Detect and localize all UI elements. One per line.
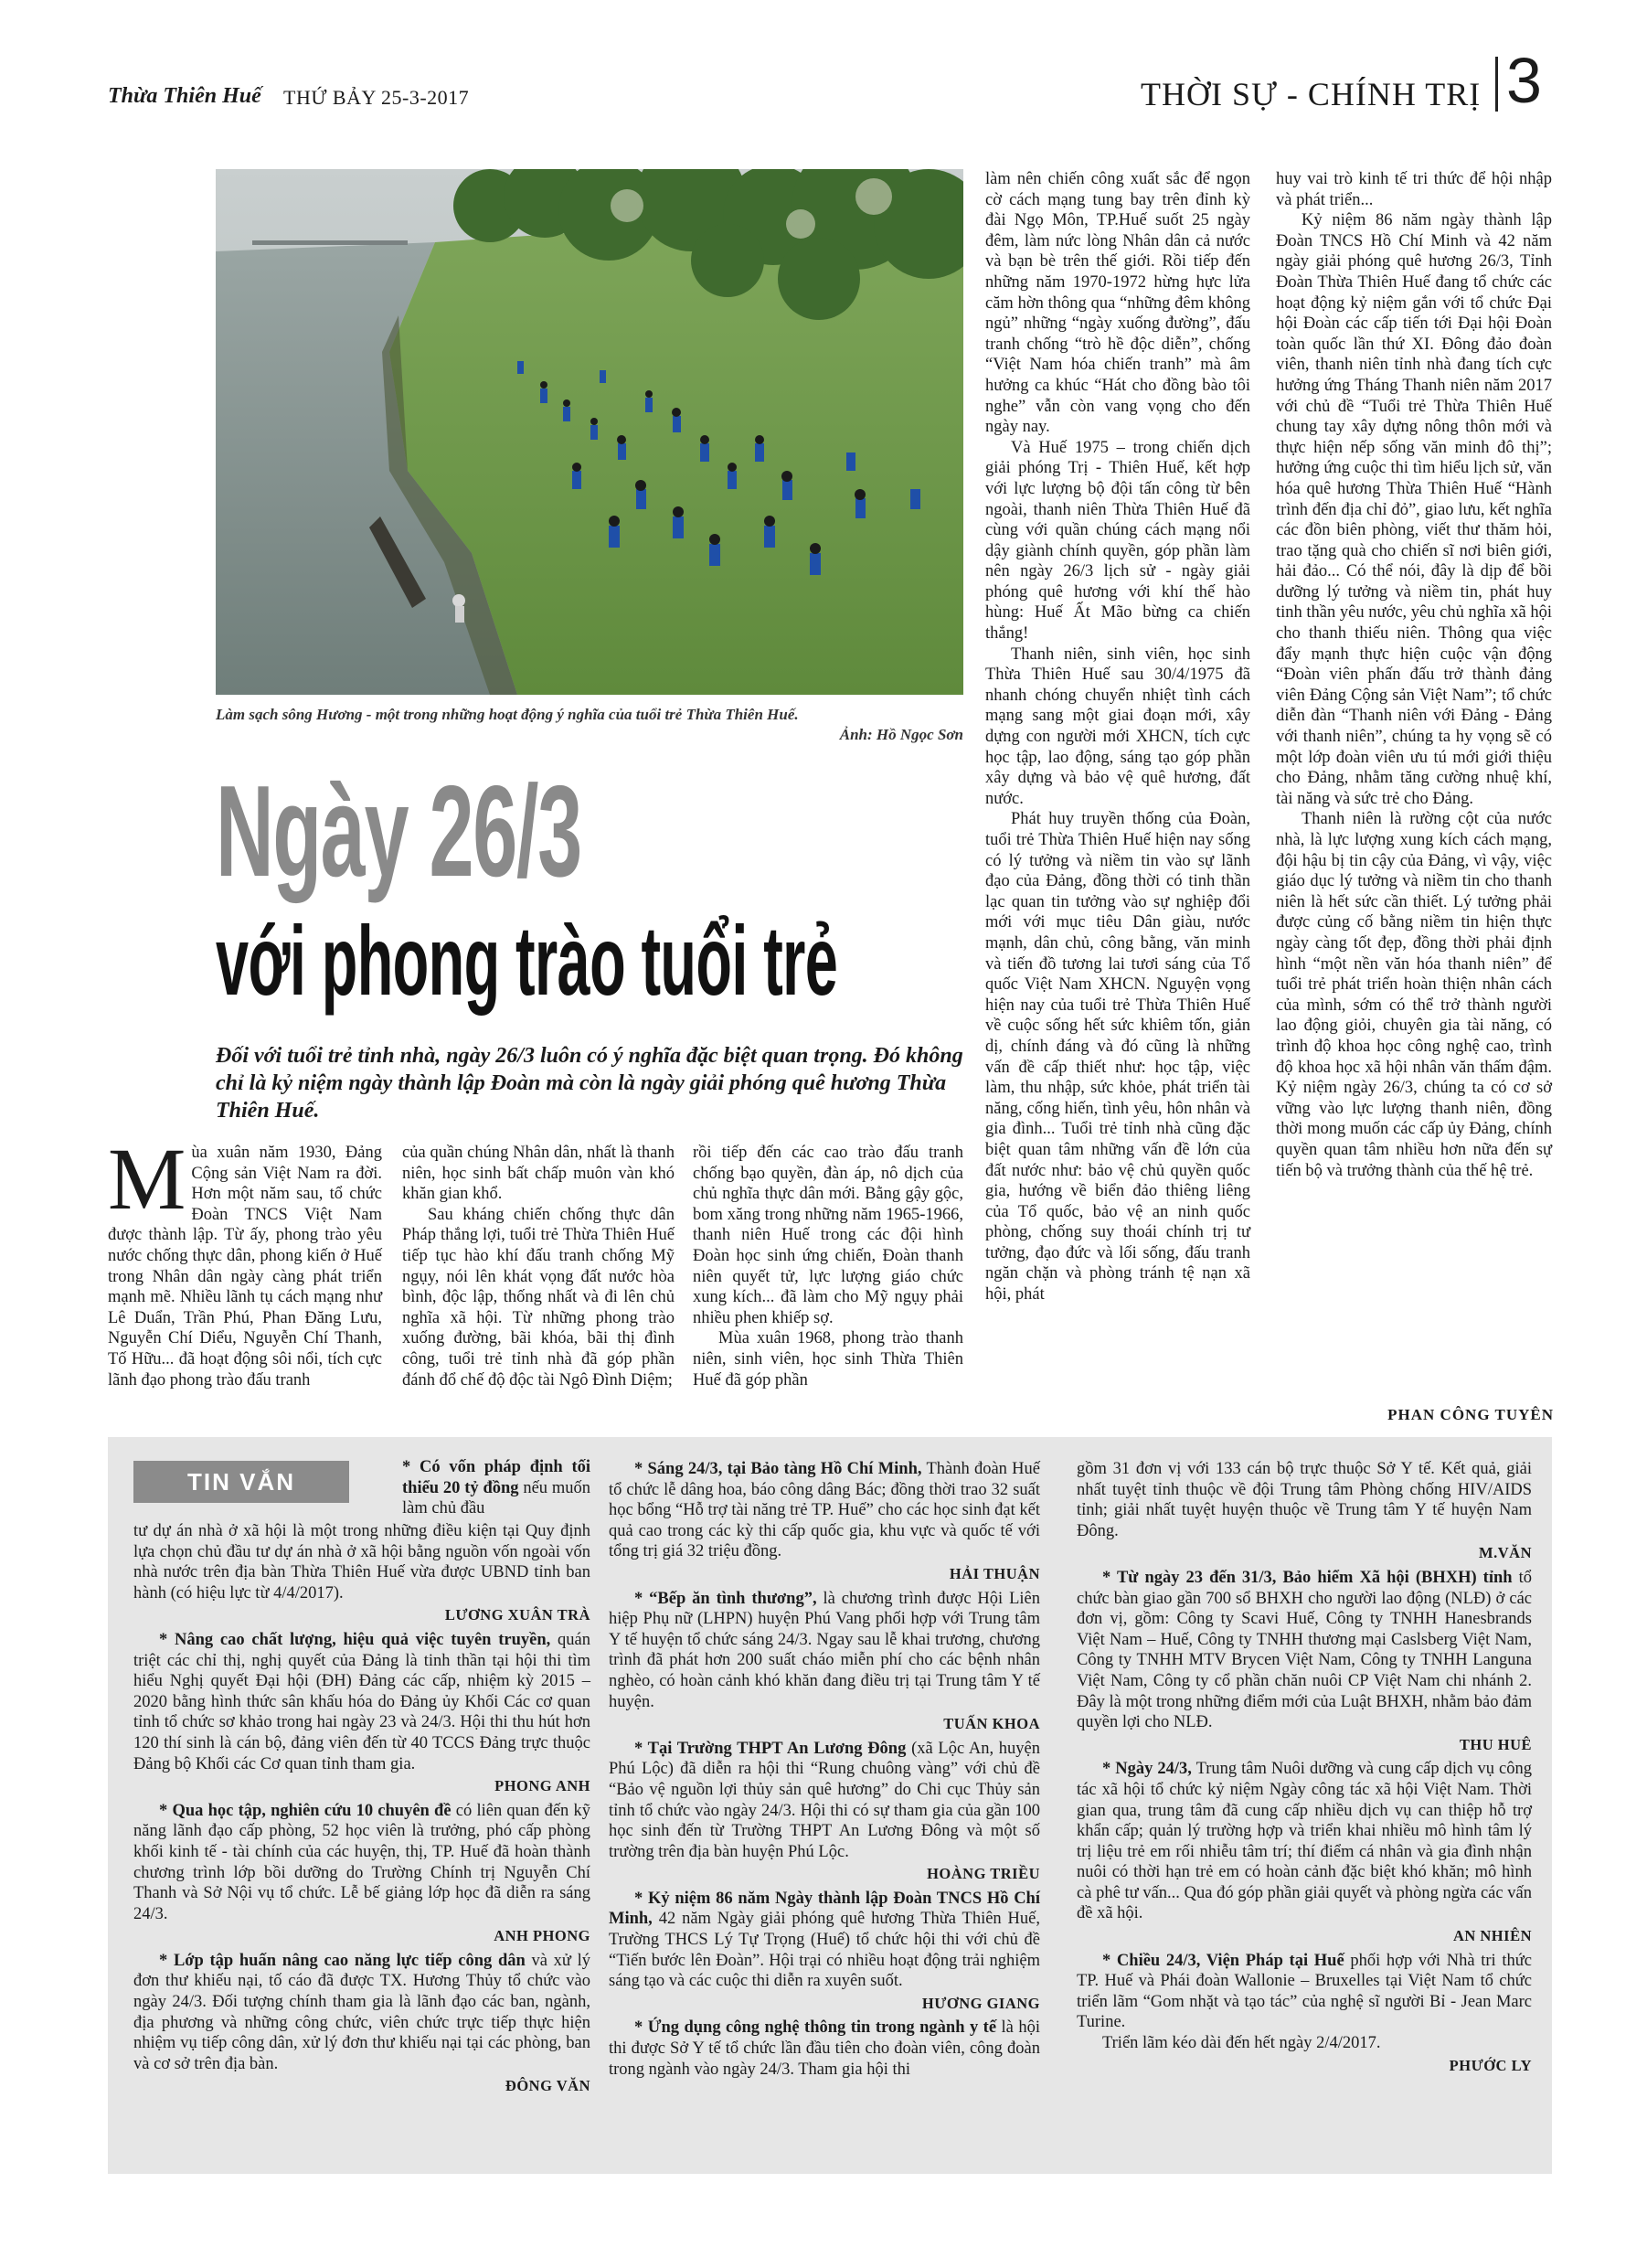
brief-text: là chương trình được Hội Liên hiệp Phụ nữ (LHPN) huyện Phú Vang phối hợp với Trung tâm Y tế huyện tổ chức sáng 24/3. Ngay sau lễ khai trương, chương trình đã phát hơn 200 suất cháo miễn phí cho các bệnh nhân nghèo, có hoàn cảnh khó khăn đang điều trị tại Trung tâm Y tế huyện. — [609, 1589, 1040, 1711]
brief-signature: ANH PHONG — [494, 1927, 590, 1945]
paragraph: Thanh niên, sinh viên, học sinh Thừa Thiên Huế sau 30/4/1975 đã nhanh chóng chuyển nhiệt tình cách mạng sang một giai đoạn mới, xây dựng con người mới XHCN, tích cực học tập, lao động, sáng tạo góp phần xây dựng và bảo vệ quê hương, đất nước. — [985, 644, 1250, 808]
brief-title: * Từ ngày 23 đến 31/3, Bảo hiểm Xã hội (BHXH) tỉnh — [1102, 1568, 1513, 1587]
photo-credit: Ảnh: Hồ Ngọc Sơn — [839, 726, 963, 743]
brief-signature: HẢI THUẬN — [949, 1564, 1040, 1582]
brief-text: tổ chức bàn giao gần 700 sổ BHXH cho người lao động (NLĐ) ở các đơn vị, gồm: Công ty Scavi Huế, Công ty TNHH Hanesbrands Việt Nam – Huế, Công ty TNHH thương mại Caslsberg Việt Nam, Công ty TNHH MTV Brycen Việt Nam, Công ty TNHH Languna Việt Nam, Công ty cổ phần chăn nuôi CP Việt Nam chi nhánh 2. Đây là một trong những điểm mới của Luật BHXH, nhằm bảo đảm quyền lợi cho NLĐ. — [1077, 1568, 1532, 1732]
paragraph: ùa xuân năm 1930, Đảng Cộng sản Việt Nam ra đời. Hơn một năm sau, tổ chức Đoàn TNCS Việt Nam được thành lập. Từ ấy, phong trào yêu nước chống thực dân, phong kiến ở Huế trong Nhân dân ngày càng phát triển mạnh mẽ. Nhiều lãnh tụ cách mạng như Lê Duẩn, Trần Phú, Phan Đăng Lưu, Nguyễn Chí Diểu, Nguyễn Chí Thanh, Tố Hữu... đã hoạt động sôi nổi, tích cực lãnh đạo phong trào đấu tranh — [108, 1144, 382, 1390]
briefs-column-2 — [609, 1459, 1040, 2080]
section-title: THỜI SỰ - CHÍNH TRỊ — [1141, 76, 1482, 112]
dropcap: M — [108, 1130, 186, 1228]
brief-signature: ĐÔNG VĂN — [505, 2077, 590, 2095]
brief-text: là hội thi được Sở Y tế tổ chức lần đầu tiên cho đoàn viên, công đoàn trong ngành vào ngày 24/3. Tham gia hội thi — [609, 2018, 1041, 2079]
brief-title: * Chiều 24/3, Viện Pháp tại Huế — [1102, 1951, 1344, 1970]
brief-title: * Ứng dụng công nghệ thông tin trong ngành y tế — [634, 2018, 997, 2038]
news-briefs-label: TIN VẮN — [133, 1461, 349, 1503]
article-column-3 — [693, 1143, 963, 1390]
brief-text: gồm 31 đơn vị với 133 cán bộ trực thuộc Sở Y tế. Kết quả, giải nhất tuyệt tỉnh thuộc về đội Trung tâm Phòng chống HIV/AIDS tỉnh; giải nhất tuyệt huyện thuộc về Trung tâm Y tế huyện Nam Đông. — [1077, 1460, 1532, 1540]
paragraph: Phát huy truyền thống của Đoàn, tuổi trẻ Thừa Thiên Huế hiện nay sống có lý tưởng và niềm tin vào sự lãnh đạo của Đảng, đồng thời có tinh thần lạc quan tin tưởng vào sự nghiệp đổi mới với mục tiêu Dân giàu, nước mạnh, dân chủ, công bằng, văn minh và tiến đồ tương lai tươi sáng của Tổ quốc Việt Nam XHCN. Nguyện vọng hiện nay của tuổi trẻ Thừa Thiên Huế về cuộc sống hết sức khiêm tốn, giản dị, chính đáng và đó cũng là những vấn đề cấp thiết như: học tập, việc làm, thu nhập, sức khỏe, phát triển tài năng, cống hiến, tình yêu, hôn nhân và gia đình... Tuổi trẻ tỉnh nhà cũng đặc biệt quan tâm những vấn đề lớn của đất nước như: bảo vệ chủ quyền quốc gia, hướng về biển đảo thiêng liêng của Tổ quốc, bảo vệ an ninh quốc phòng, chống suy thoái chính trị tư tưởng, đạo đức và lối sống, đấu tranh ngăn chặn và phòng tránh tệ nạn xã hội, phát — [985, 810, 1250, 1304]
brief-signature: HƯƠNG GIANG — [921, 1994, 1040, 2012]
brief-signature: AN NHIÊN — [1452, 1927, 1532, 1945]
issue-date: THỨ BẢY 25-3-2017 — [283, 86, 470, 109]
brief-signature: PHONG ANH — [494, 1777, 590, 1795]
brief-signature: HOÀNG TRIỀU — [927, 1865, 1040, 1883]
brief-text: và xử lý đơn thư khiếu nại, tố cáo đã được TX. Hương Thủy tổ chức vào ngày 24/3. Đối tượng chính tham gia là lãnh đạo các ban, ngành, địa phương và những công chức, viên chức trực tiếp thực hiện nhiệm vụ tiếp công dân, xử lý đơn thư khiếu nại tại các phòng, ban và cơ sở trên địa bàn. — [133, 1951, 591, 2073]
paragraph: rồi tiếp đến các cao trào đấu tranh chống bạo quyền, đàn áp, nô dịch của chủ nghĩa thực dân mới. Bằng gậy gộc, bom xăng trong những năm 1965-1966, thanh niên Huế trong các đội hình Đoàn học sinh ứng chiến, Đoàn thanh niên quyết tử, lực lượng giáo chức xung kích... đã làm cho Mỹ ngụy phải nhiều phen khiếp sợ. — [693, 1144, 963, 1327]
brief-text: (xã Lộc An, huyện Phú Lộc) đã diễn ra hội thi “Rung chuông vàng” với chủ đề “Bảo vệ nguồn lợi thủy sản quê hương” do Chi cục Thủy sản tỉnh tổ chức vào ngày 24/3. Hội thi có sự tham gia của gần 100 học sinh đến từ Trường THPT An Lương Đông và một số trường trên địa bàn huyện Phú Lộc. — [609, 1739, 1041, 1861]
paragraph: Kỷ niệm 86 năm ngày thành lập Đoàn TNCS Hồ Chí Minh và 42 năm ngày giải phóng quê hương 26/3, Tỉnh Đoàn Thừa Thiên Huế đang tổ chức các hoạt động kỷ niệm gắn với tổ chức Đại hội Đoàn các cấp tiến tới Đại hội Đoàn toàn quốc lần thứ XI. Đông đảo đoàn viên, thanh niên tỉnh nhà đang tích cực hưởng ứng Tháng Thanh niên năm 2017 với chủ đề “Tuổi trẻ Thừa Thiên Huế chung tay xây dựng nông thôn mới và thực hiện nếp sống văn minh đô thị”; hưởng ứng cuộc thi tìm hiểu lịch sử, văn hóa quê hương Thừa Thiên Huế “Hành trình đến địa chỉ đỏ”, giao lưu, kết nghĩa các đồn biên phòng, viết thư thăm hỏi, trao tặng quà cho chiến sĩ nơi biên giới, hải đảo... Có thể nói, đây là dịp để bồi dưỡng lý tưởng và niềm tin, phát huy tinh thần yêu nước, yêu chủ nghĩa xã hội cho thanh thiếu niên. Thông qua việc đẩy mạnh thực hiện cuộc vận động “Đoàn viên phấn đấu trở thành đảng viên Đảng Cộng sản Việt Nam”; tổ chức diễn đàn “Thanh niên với Đảng - Đảng với thanh niên”, chúng ta hy vọng sẽ có một lớp đoàn viên ưu tú mới giới thiệu cho Đảng, nhằm tăng cường nhuệ khí, tài năng và sức trẻ cho Đảng. — [1276, 211, 1552, 808]
article-lead: Đối với tuổi trẻ tỉnh nhà, ngày 26/3 luôn có ý nghĩa đặc biệt quan trọng. Đó không chỉ là kỷ niệm ngày thành lập Đoàn mà còn là ngày giải phóng quê hương Thừa Thiên Huế. — [216, 1044, 963, 1123]
brief-title: * Có vốn pháp định tối thiểu 20 tỷ đồng — [402, 1458, 590, 1497]
paragraph: Thanh niên là rường cột của nước nhà, là lực lượng xung kích cách mạng, đội hậu bị tin cậy của Đảng, vì vậy, việc giáo dục lý tưởng và niềm tin cho thanh niên là hết sức cần thiết. Lý tưởng phải được củng cố bằng niềm tin hiện thực ngày càng tốt đẹp, đồng thời phải định hình “một nền văn hóa thanh niên” để tuổi trẻ phát triển hoàn thiện nhân cách của mình, sớm có thể trở thành người lao động giỏi, chuyên gia tài năng, có trình độ khoa học công nghệ cao, trình độ khoa học xã hội nhân văn thấm đậm. Kỷ niệm ngày 26/3, chúng ta có cơ sở vững vào lực lượng thanh niên, đồng thời mong muốn các cấp ủy Đảng, chính quyền quan tâm nhiều hơn nữa đến sự tiến bộ và trưởng thành của thế hệ trẻ. — [1276, 810, 1552, 1180]
brief-text: nếu muốn làm chủ đầu — [402, 1478, 590, 1518]
brief-title: * “Bếp ăn tình thương”, — [634, 1589, 817, 1608]
brief-text: Triển lãm kéo dài đến hết ngày 2/4/2017. — [1102, 2034, 1381, 2053]
paragraph: của quần chúng Nhân dân, nhất là thanh niên, học sinh bất chấp muôn vàn khó khăn gian khổ. — [402, 1144, 675, 1204]
page-number: 3 — [1506, 45, 1542, 116]
brief-signature: LƯƠNG XUÂN TRÀ — [444, 1606, 590, 1624]
article-column-5 — [1276, 169, 1552, 1181]
article-column-1 — [108, 1130, 382, 1390]
article-author: PHAN CÔNG TUYÊN — [1387, 1406, 1554, 1423]
paragraph: huy vai trò kinh tế tri thức để hội nhập và phát triển... — [1276, 170, 1552, 209]
brief-signature: TUẤN KHOA — [943, 1715, 1040, 1733]
headline-line2: với phong trào tuổi trẻ — [216, 905, 838, 1016]
brief-text: phối hợp với Nhà tri thức TP. Huế và Phái đoàn Wallonie – Bruxelles tại Việt Nam tổ chức triển lãm “Gom nhặt và tạo tác” của nghệ sĩ người Bỉ - Jean Marc Turine. — [1077, 1951, 1532, 2032]
brief-1-title-block — [402, 1457, 590, 1519]
brief-title: * Lớp tập huấn nâng cao năng lực tiếp công dân — [159, 1951, 526, 1970]
article-photo — [216, 169, 963, 695]
brief-text: có liên quan đến kỹ năng lãnh đạo cấp phòng, 52 học viên là trưởng, phó cấp phòng khối kinh tế - tài chính của các huyện, thị, TP. Huế đã hoàn thành chương trình lớp bồi dưỡng do Trường Chính trị Nguyễn Chí Thanh và Sở Nội vụ tổ chức. Lễ bế giảng lớp học đã diễn ra sáng 24/3. — [133, 1801, 591, 1923]
newspaper-name: Thừa Thiên Huế — [108, 84, 261, 108]
paragraph: Và Huế 1975 – trong chiến dịch giải phóng Trị - Thiên Huế, kết hợp với lực lượng bộ đội tấn công từ bên ngoài, thanh niên Thừa Thiên Huế đã cùng với quần chúng cách mạng nổi dậy giành chính quyền, góp phần làm nên ngày 26/3 lịch sử - ngày giải phóng quê hương với khí thế hào hùng: Huế Ất Mão bừng ca chiến thắng! — [985, 438, 1250, 644]
brief-text: 42 năm Ngày giải phóng quê hương Thừa Thiên Huế, Trường THCS Lý Tự Trọng (Huế) tổ chức hội thi với chủ đề “Tiến bước lên Đoàn”. Hội trại có nhiều hoạt động trải nghiệm sáng tạo và các cuộc thi diễn ra xuyên suốt. — [609, 1910, 1041, 1991]
brief-text: Thành đoàn Huế tổ chức lễ dâng hoa, báo công dâng Bác; đồng thời trao 32 suất học bổng “Hỗ trợ tài năng trẻ TP. Huế” cho các học sinh đạt kết quả cao trong các kỳ thi cấp quốc gia, khu vực và quốc tế với tổng trị giá 32 triệu đồng. — [609, 1460, 1041, 1561]
brief-title: * Qua học tập, nghiên cứu 10 chuyên đề — [159, 1801, 452, 1820]
headline-line1: Ngày 26/3 — [216, 759, 581, 904]
brief-title: * Tại Trường THPT An Lương Đông — [634, 1739, 907, 1758]
article-column-4 — [985, 169, 1250, 1305]
article-column-2 — [402, 1143, 675, 1390]
paragraph: Mùa xuân 1968, phong trào thanh niên, sinh viên, học sinh Thừa Thiên Huế đã góp phần — [693, 1329, 963, 1390]
brief-text: quán triệt các chỉ thị, nghị quyết của Đảng là tinh thần tại hội thi tìm hiểu Nghị quyết Đại hội (ĐH) Đảng các cấp, nhiệm kỳ 2015 – 2020 bằng hình thức sân khấu hóa do Đảng ủy Khối Các cơ quan tỉnh tổ chức sơ khảo trong hai ngày 23 và 24/3. Hội thi thu hút hơn 120 thí sinh là cán bộ, đảng viên đến từ 40 TCCS Đảng trực thuộc Đảng bộ Khối các Cơ quan tỉnh tham gia. — [133, 1630, 591, 1773]
brief-signature: THU HUÊ — [1459, 1735, 1532, 1753]
brief-title: * Ngày 24/3, — [1102, 1760, 1192, 1779]
briefs-column-3 — [1077, 1459, 1532, 2080]
brief-signature: PHƯỚC LY — [1449, 2056, 1532, 2074]
header-divider — [1495, 57, 1498, 112]
brief-title: * Nâng cao chất lượng, hiệu quả việc tuyên truyền, — [159, 1630, 551, 1649]
brief-title: * Kỷ niệm 86 năm Ngày thành lập Đoàn TNCS Hồ Chí Minh, — [609, 1889, 1040, 1929]
brief-text: tư dự án nhà ở xã hội là một trong những điều kiện tại Quy định lựa chọn chủ đầu tư dự án nhà ở xã hội bằng nguồn vốn ngoài vốn nhà nước trên địa bàn Thừa Thiên Huế vừa được UBND tỉnh ban hành (có hiệu lực từ 4/4/2017). — [133, 1522, 590, 1603]
brief-signature: M.VĂN — [1479, 1544, 1532, 1562]
brief-text: Trung tâm Nuôi dưỡng và cung cấp dịch vụ công tác xã hội tổ chức kỷ niệm Ngày công tác xã hội Việt Nam. Thời gian qua, trung tâm đã cung cấp nhiều dịch vụ can thiệp hỗ trợ khẩn cấp; quản lý trường hợp và triển khai nhiều mô hình tâm lý trị liệu trẻ em rối nhiễu tâm trí; thí điểm cá nhân và gia đình nhận nuôi có thời hạn trẻ em có hoàn cảnh đặc biệt khó khăn; mô hình cà phê tư vấn... Qua đó góp phần giải quyết và phòng ngừa các vấn đề xã hội. — [1077, 1760, 1532, 1923]
briefs-column-1 — [133, 1521, 590, 2101]
paragraph: làm nên chiến công xuất sắc để ngọn cờ cách mạng tung bay trên đỉnh kỳ đài Ngọ Môn, TP.Huế suốt 25 ngày đêm, làm nức lòng Nhân dân cả nước và bạn bè trên thế giới. Rồi tiếp đến những năm 1970-1972 hừng hực lửa căm hờn thông qua “những đêm không ngủ” những “ngày xuống đường”, đấu tranh chống “trò hề độc diễn”, chống “Việt Nam hóa chiến tranh” mà âm hưởng ca khúc “Hát cho đồng bào tôi nghe” vẫn còn vang vọng cho đến ngày nay. — [985, 170, 1250, 437]
paragraph: Sau kháng chiến chống thực dân Pháp thắng lợi, tuổi trẻ Thừa Thiên Huế tiếp tục hào khí đấu tranh chống Mỹ ngụy, nói lên khát vọng đất nước hòa bình, độc lập, thống nhất và đi lên chủ nghĩa xã hội. Từ những phong trào xuống đường, bãi khóa, bãi thị đình công, tuổi trẻ tỉnh nhà đã góp phần đánh đổ chế độ độc tài Ngô Đình Diệm; — [402, 1205, 675, 1390]
photo-caption: Làm sạch sông Hương - một trong những hoạt động ý nghĩa của tuổi trẻ Thừa Thiên Huế. — [216, 706, 799, 723]
brief-title: * Sáng 24/3, tại Bảo tàng Hồ Chí Minh, — [634, 1460, 922, 1478]
